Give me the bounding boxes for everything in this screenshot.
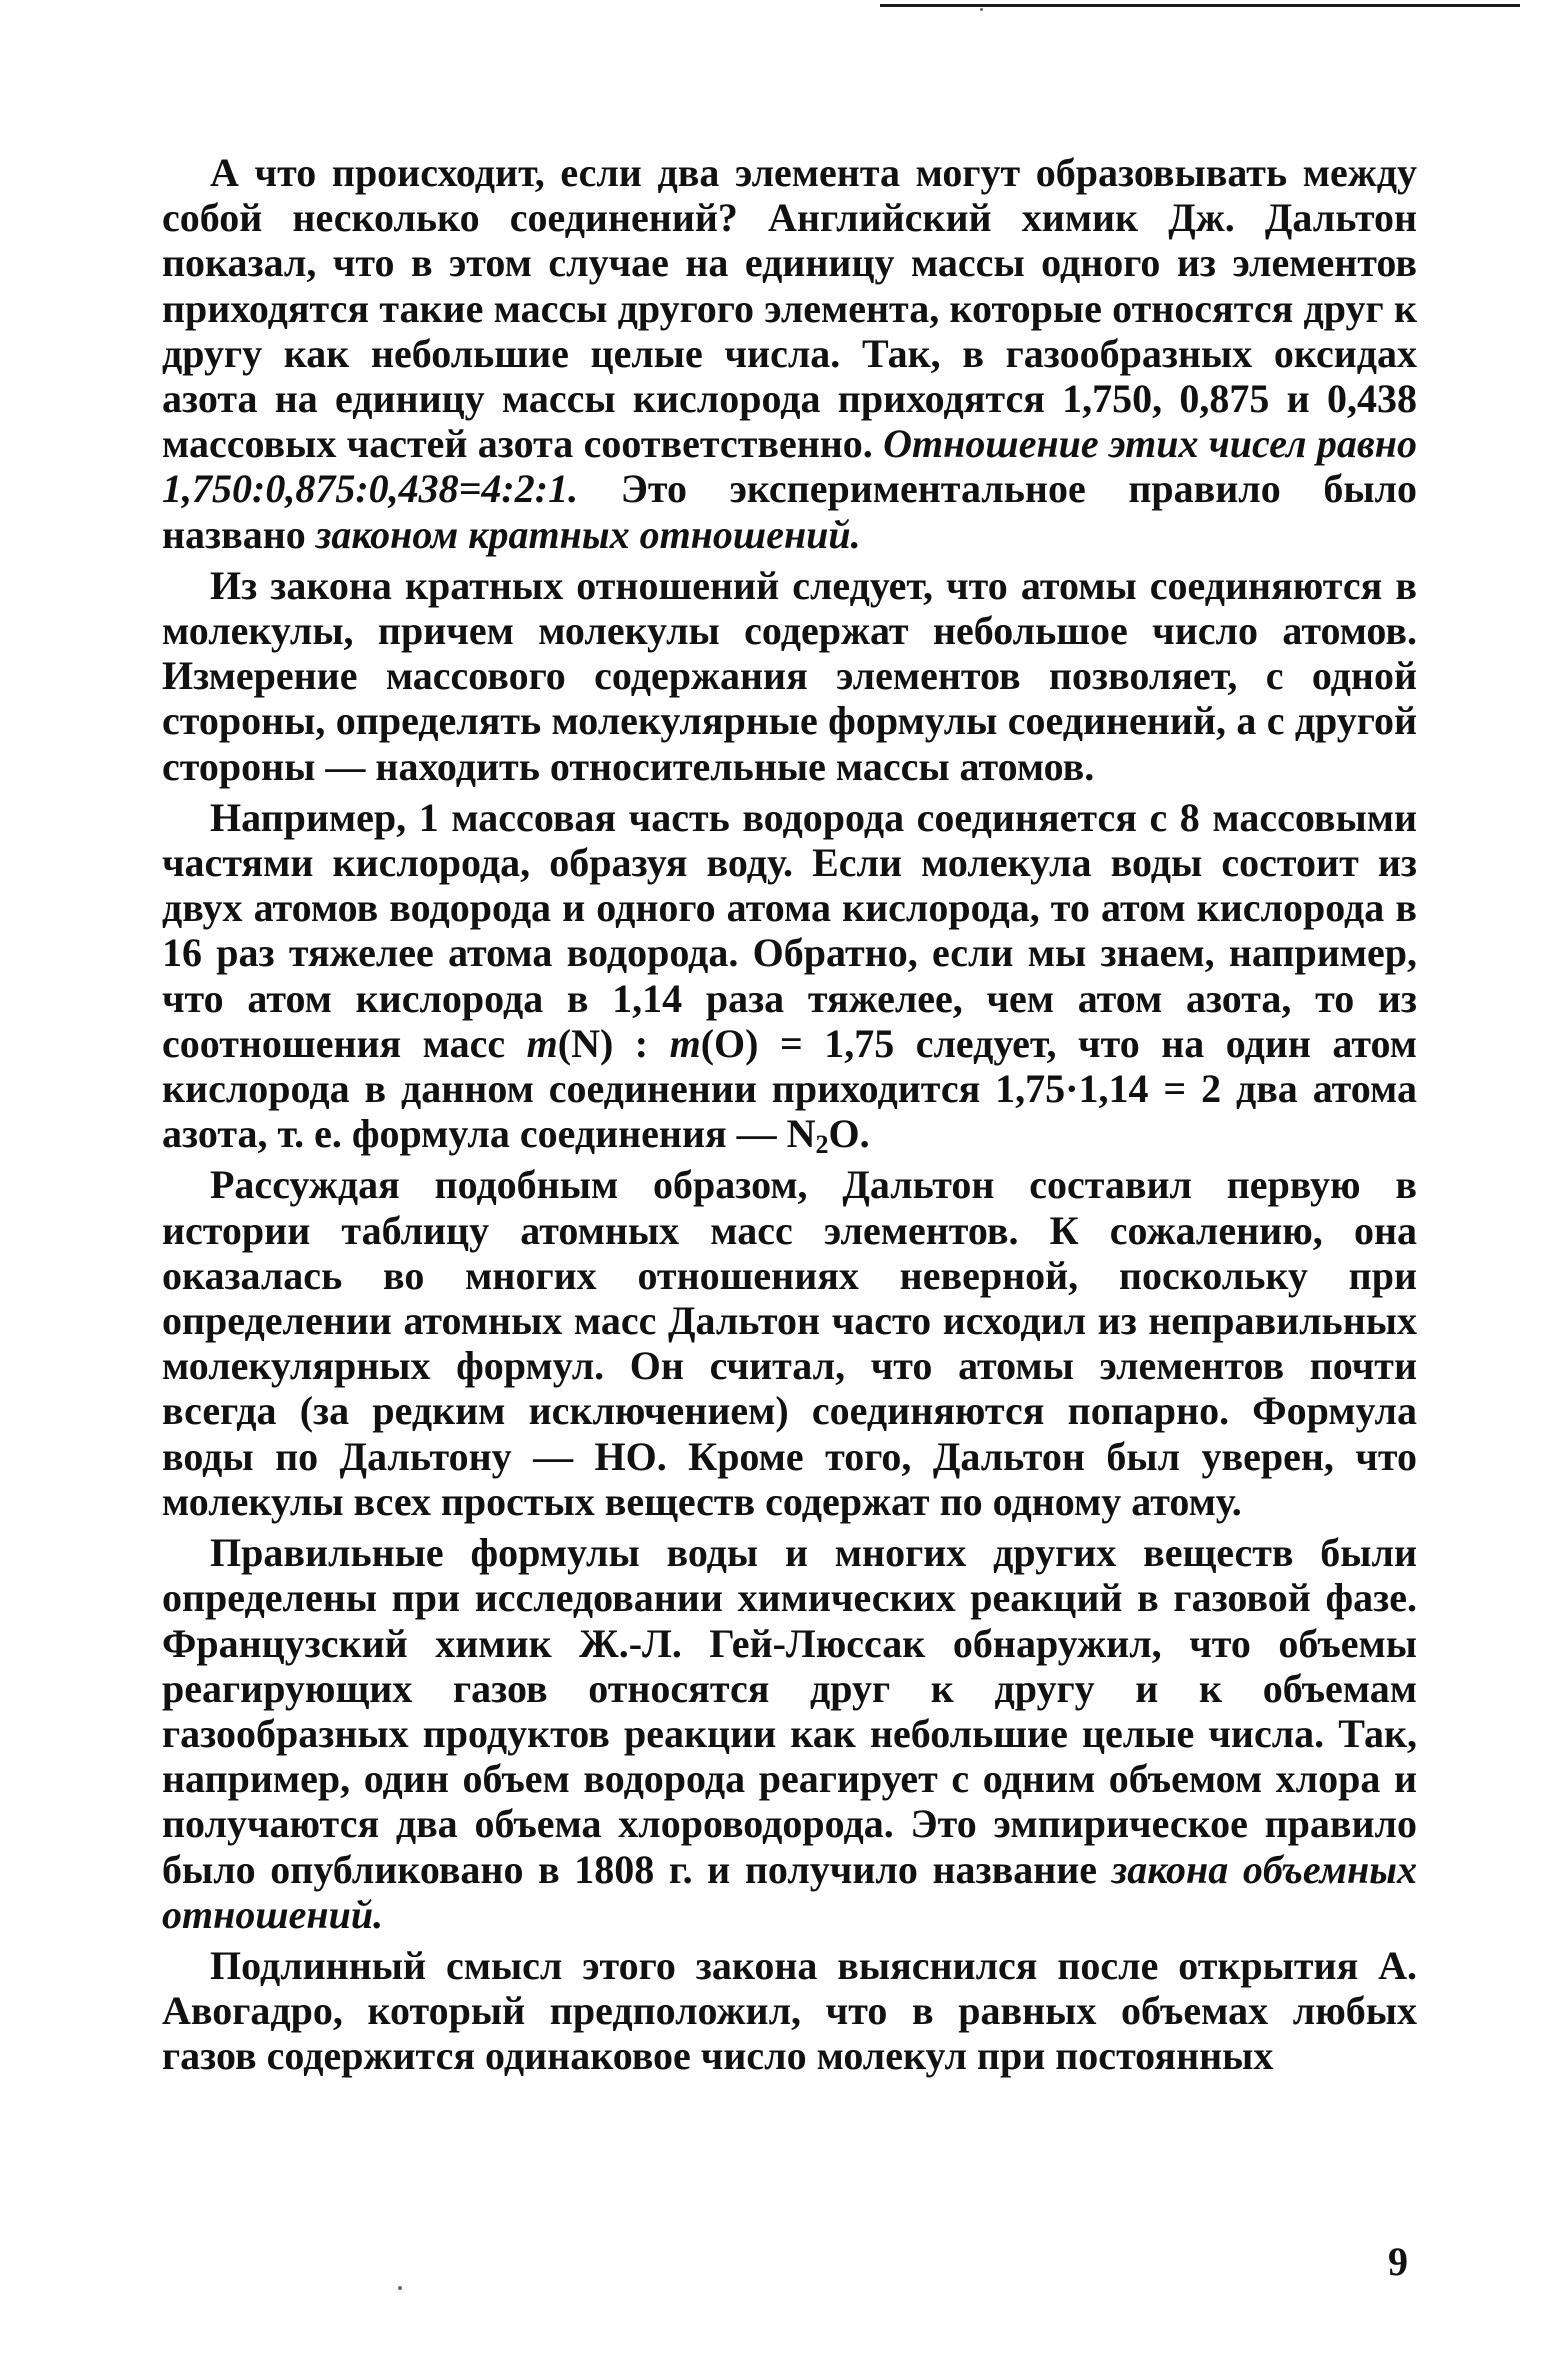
paragraph-multiple-proportions — [162, 150, 1417, 557]
top-border-rule — [880, 4, 1520, 7]
p3-seg-6: O. — [828, 1111, 870, 1157]
p3-seg-3: m — [669, 1020, 701, 1066]
p3-seg-2: (N) : — [557, 1020, 670, 1066]
p3-seg-5: 2 — [815, 1130, 829, 1160]
paragraph-gay-lussac — [162, 1530, 1417, 1937]
p1-seg-2: Это экспериментальное правило было названо — [162, 466, 1417, 557]
p5-seg-1: закона объемных отношений. — [162, 1846, 1417, 1937]
p2-seg-0: Из закона кратных отношений следует, что атомы соединяются в молекулы, причем молекулы содержат небольшое число атомов. Измерение массового содержания элементов позволяет, с одной стороны, определять молекулярные формулы соединений, а с другой стороны — находить относительные массы атомов. — [162, 562, 1417, 789]
scan-speck — [398, 2286, 402, 2290]
p6-seg-0: Подлинный смысл этого закона выяснился после открытия А. Авогадро, который предположил, что в равных объемах любых газов содержится одинаковое число молекул при постоянных — [162, 1942, 1417, 2079]
scan-speck — [980, 8, 983, 11]
paragraph-molecular-formulas — [162, 563, 1417, 789]
p1-seg-3: законом кратных отношений. — [315, 511, 861, 557]
body-text — [162, 150, 1417, 2085]
p3-seg-1: m — [526, 1020, 558, 1066]
p1-seg-0: А что происходит, если два элемента могут образовывать между собой несколько соединений? Английский химик Дж. Дальтон показал, что в этом случае на единицу массы одного из элементов приходятся такие массы другого элемента, которые относятся друг к другу как небольшие целые числа. Так, в газообразных оксидах азота на единицу массы кислорода приходятся 1,750, 0,875 и 0,438 массовых частей азота соответственно. — [162, 150, 1417, 467]
p1-seg-1: Отношение этих чисел равно 1,750:0,875:0,438=4:2:1. — [162, 421, 1417, 512]
paragraph-water-example — [162, 794, 1417, 1160]
p3-seg-4: (O) = 1,75 следует, что на один атом кислорода в данном соединении приходится 1,75·1,14 = 2 два атома азота, т. е. формула соединения — N — [162, 1020, 1417, 1157]
p5-seg-0: Правильные формулы воды и многих других веществ были определены при исследовании химических реакций в газовой фазе. Французский химик Ж.-Л. Гей-Люссак обнаружил, что объемы реагирующих газов относятся друг к другу и к объемам газообразных продуктов реакции как небольшие целые числа. Так, например, один объем водорода реагирует с одним объемом хлора и получаются два объема хлороводорода. Это эмпирическое правило было опубликовано в 1808 г. и получило название — [162, 1530, 1417, 1892]
paragraph-dalton-table — [162, 1162, 1417, 1524]
paragraph-avogadro — [162, 1943, 1417, 2079]
p3-seg-0: Например, 1 массовая часть водорода соединяется с 8 массовыми частями кислорода, образуя воду. Если молекула воды состоит из двух атомов водорода и одного атома кислорода, то атом кислорода в 16 раз тяжелее атома водорода. Обратно, если мы знаем, например, что атом кислорода в 1,14 раза тяжелее, чем атом азота, то из соотношения масс — [162, 794, 1417, 1066]
page-number: 9 — [1388, 2239, 1408, 2284]
p4-seg-0: Рассуждая подобным образом, Дальтон составил первую в истории таблицу атомных масс элементов. К сожалению, она оказалась во многих отношениях неверной, поскольку при определении атомных масс Дальтон часто исходил из неправильных молекулярных формул. Он считал, что атомы элементов почти всегда (за редким исключением) соединяются попарно. Формула воды по Дальтону — HO. Кроме того, Дальтон был уверен, что молекулы всех простых веществ содержат по одному атому. — [162, 1162, 1417, 1524]
